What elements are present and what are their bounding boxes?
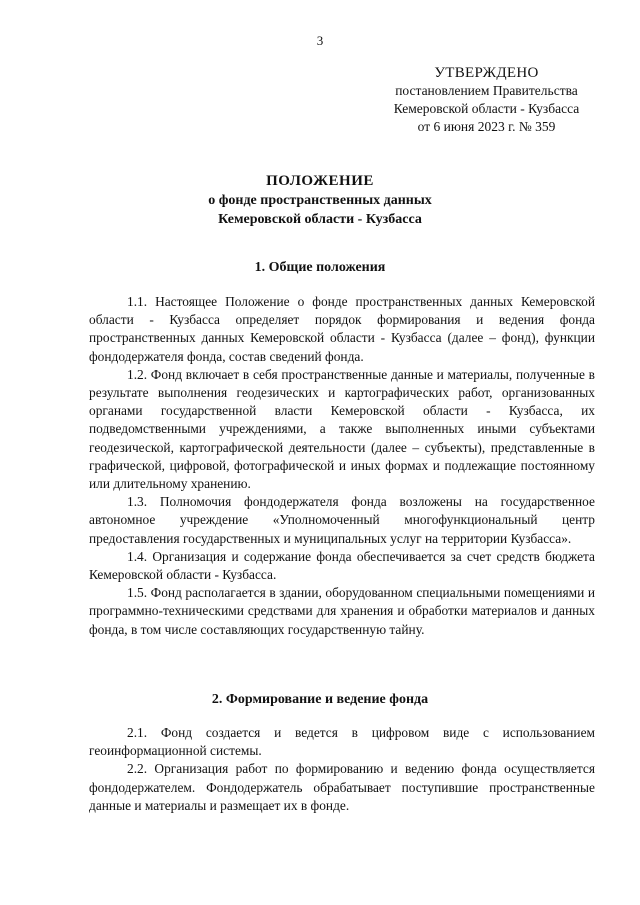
document-title	[0, 172, 640, 229]
approval-line: постановлением Правительства	[395, 83, 578, 98]
section-body-formation	[89, 724, 595, 815]
section-heading-general: 1. Общие положения	[254, 260, 386, 275]
paragraph-2-2: 2.2. Организация работ по формированию и ведению фонда осуществляется фондодержателем. Фондодержатель обрабатывает поступившие пространственные данные и материалы и размещает их в фонде.	[89, 761, 595, 813]
approval-line: Кемеровской области - Кузбасса	[393, 101, 580, 116]
paragraph-1-1: 1.1. Настоящее Положение о фонде пространственных данных Кемеровской области - Кузбасса определяет порядок формирования и ведения фонда пространственных данных Кемеровской области - Кузбасса (далее – фонд), функции фондодержателя фонда, состав сведений фонда.	[89, 294, 595, 364]
approval-date-line: от 6 июня 2023 г. № 359	[417, 119, 556, 134]
paragraph-1-2: 1.2. Фонд включает в себя пространственные данные и материалы, полученные в результате выполнения геодезических и картографических работ, организованных органами государственной власти Кемеровской области - Кузбасса, их подведомственными учреждениями, а также выполненных иными субъектами геодезической, картографической деятельности (далее – субъекты), представленные в графической, цифровой, фотографической и иных формах и подлежащие постоянному или длительному хранению.	[89, 366, 595, 492]
paragraph-1-5: 1.5. Фонд располагается в здании, оборудованном специальными помещениями и программно-техническими средствами для хранения и обработки материалов и данных фонда, в том числе составляющих государственную тайну.	[89, 585, 595, 637]
approval-stamp	[379, 64, 594, 136]
paragraph-1-4: 1.4. Организация и содержание фонда обеспечивается за счет средств бюджета Кемеровской области - Кузбасса.	[89, 548, 595, 583]
section-body-general	[89, 293, 595, 639]
document-title-main: ПОЛОЖЕНИЕ	[266, 173, 374, 189]
paragraph-1-3: 1.3. Полномочия фондодержателя фонда возложены на государственное автономное учреждение «Уполномоченный многофункциональный центр предоставления государственных и муниципальных услуг на территории Кузбасса».	[89, 494, 595, 546]
approval-title: УТВЕРЖДЕНО	[434, 65, 539, 81]
document-subtitle: Кемеровской области - Кузбасса	[218, 212, 422, 227]
page-number: 3	[316, 33, 324, 48]
section-heading-formation: 2. Формирование и ведение фонда	[211, 692, 429, 707]
document-subtitle: о фонде пространственных данных	[208, 193, 432, 208]
paragraph-2-1: 2.1. Фонд создается и ведется в цифровом виде с использованием геоинформационной системы.	[89, 725, 595, 759]
